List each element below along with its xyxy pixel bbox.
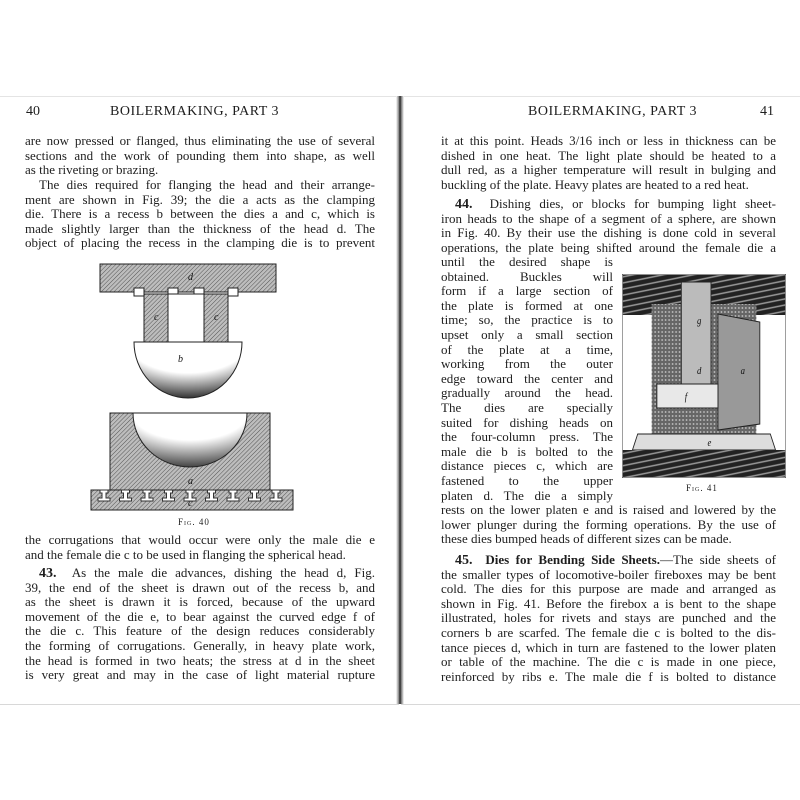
text-line xyxy=(441,226,776,241)
figure-41-caption: Fig. 41 xyxy=(686,483,718,493)
text-line xyxy=(441,241,776,256)
text-line xyxy=(441,284,613,299)
line-text: iron heads to the shape of a segment of a sphere, are shown xyxy=(441,211,776,226)
left-paragraph-2 xyxy=(25,178,375,251)
text-line xyxy=(441,270,613,285)
line-text: in Fig. 40. By their use the dishing is done cold in several xyxy=(441,226,776,241)
line-text: sections and the work of pounding them into shape, as well xyxy=(25,148,375,163)
text-line xyxy=(441,357,613,372)
line-text: as the sheet is drawn it is forced, because of the upward xyxy=(25,595,375,610)
line-text: lower plunger during the forming operations. By the use of xyxy=(441,517,776,532)
line-text: the forming of corrugations. Generally, in heavy plate work, xyxy=(25,638,375,653)
label-f: f xyxy=(684,392,688,404)
line-text: male die b is bolted to the xyxy=(441,444,613,459)
text-line xyxy=(25,668,375,683)
text-line xyxy=(441,430,613,445)
text-line xyxy=(441,459,613,474)
line-text: are now pressed or flanged, thus eliminating the use of several xyxy=(25,134,375,148)
label-d: d xyxy=(188,272,193,283)
line-text: platen d. The die a simply xyxy=(441,488,613,503)
text-line xyxy=(441,489,613,504)
text-line xyxy=(441,568,776,583)
line-text: time; so, the practice is to xyxy=(441,313,613,328)
line-text: made slightly larger than the thickness of the head d. The xyxy=(25,221,375,236)
line-text: the head is formed in two heats; the stress at d in the sheet xyxy=(25,653,375,668)
line-text: obtained. Buckles will xyxy=(441,269,613,284)
text-line xyxy=(441,503,776,518)
line-text: reinforced by ribs e. The male die f is bolted to distance xyxy=(441,669,776,684)
section-number: 44. xyxy=(455,197,473,212)
line-text: is very great and may in the case of light material rupture xyxy=(25,668,375,683)
line-text: die. There is a recess b between the dies a and c, which is xyxy=(25,207,375,222)
page-number-right: 41 xyxy=(760,104,774,119)
line-text: 39, the end of the sheet is drawn out of the recess b, and xyxy=(25,580,375,595)
male-die-f xyxy=(657,384,718,408)
text-line xyxy=(25,236,375,251)
line-text: —The side sheets of xyxy=(659,553,776,567)
text-line xyxy=(441,343,613,358)
line-text: corners b are scarfed. The female die c is bolted to the dis- xyxy=(441,625,776,640)
firebox-sheet xyxy=(718,314,760,430)
female-die-c xyxy=(632,434,775,450)
text-line xyxy=(25,566,375,581)
right-paragraph-1 xyxy=(441,134,776,192)
line-text: operations, the plate being shifted around the female die a xyxy=(441,240,776,255)
text-line xyxy=(441,445,613,460)
line-text: Dishing dies, or blocks for bumping light sheet- xyxy=(489,197,776,211)
line-text: and the female die c to be used in flanging the spherical head. xyxy=(25,547,346,562)
line-text: suited for dishing heads on xyxy=(441,415,613,430)
line-text: movement of the die e, to bear against the curved edge f of xyxy=(25,609,375,624)
line-text: it at this point. Heads 3/16 inch or less in thickness can be xyxy=(441,134,776,148)
text-line xyxy=(25,207,375,222)
running-head-right: BOILERMAKING, PART 3 xyxy=(528,104,698,119)
line-text: illustrated, holes for rivets and stays are punched and the xyxy=(441,611,776,626)
text-line xyxy=(25,149,375,164)
line-text: until the desired shape is xyxy=(441,255,613,269)
line-text: buckling of the plate. Heavy plates are heated to a red heat. xyxy=(441,177,749,192)
text-line xyxy=(25,222,375,237)
line-text: the plate is formed at one xyxy=(441,298,613,313)
male-die xyxy=(134,342,242,398)
line-text: form if a large section of xyxy=(441,284,613,299)
text-line xyxy=(441,474,613,489)
text-line xyxy=(441,178,776,193)
line-text: dull red, as a higher temperature will result in bulging and xyxy=(441,163,776,178)
line-text: fastened to the upper xyxy=(441,473,613,488)
text-line xyxy=(441,212,776,227)
label-d: d xyxy=(697,366,702,378)
text-line xyxy=(441,655,776,670)
text-line xyxy=(441,670,776,685)
section-44-wrapped xyxy=(441,255,613,503)
text-line xyxy=(441,641,776,656)
label-c-right: c xyxy=(214,312,219,323)
page-number-left: 40 xyxy=(26,104,40,119)
line-text: upset only a small section xyxy=(441,327,613,342)
text-line xyxy=(441,611,776,626)
text-line xyxy=(25,178,375,193)
text-line xyxy=(441,372,613,387)
line-text: the four-column press. The xyxy=(441,430,613,445)
label-a: a xyxy=(188,476,193,487)
section-45-first-line xyxy=(441,553,776,568)
line-text: these dies bumped heads of different sizes can be made. xyxy=(441,532,732,547)
text-line xyxy=(441,149,776,164)
text-line xyxy=(25,581,375,596)
text-line xyxy=(441,626,776,641)
left-paragraph-3 xyxy=(25,533,375,562)
line-text: tance pieces d, which in turn are fastened to the lower platen xyxy=(441,640,776,655)
section-45 xyxy=(441,553,776,684)
book-gutter xyxy=(396,96,404,704)
label-c-left: c xyxy=(154,312,159,323)
text-line xyxy=(441,134,776,149)
text-line xyxy=(441,518,776,533)
label-g: g xyxy=(697,316,702,328)
label-e: e xyxy=(707,438,712,450)
text-line xyxy=(441,386,613,401)
text-line xyxy=(25,595,375,610)
line-text: distance pieces c, which are xyxy=(441,459,613,474)
section-title: Dies for Bending Side Sheets. xyxy=(485,553,660,567)
line-text: or table of the machine. The die c is made in one piece, xyxy=(441,655,776,670)
text-line xyxy=(25,134,375,149)
text-line xyxy=(25,610,375,625)
label-a: a xyxy=(740,366,745,378)
running-head-left: BOILERMAKING, PART 3 xyxy=(110,104,280,119)
section-number: 43. xyxy=(39,566,57,581)
text-line xyxy=(441,299,613,314)
text-line xyxy=(441,401,613,416)
text-line xyxy=(441,416,613,431)
figure-40 xyxy=(88,258,308,520)
line-text: dished in one heat. The light plate should be heated to a xyxy=(441,148,776,163)
text-line xyxy=(25,639,375,654)
text-line xyxy=(441,597,776,612)
figure-41 xyxy=(622,274,786,478)
text-line xyxy=(441,328,613,343)
line-text: gradually around the head. xyxy=(441,386,613,401)
line-text: the die c. This feature of the design reduces considerably xyxy=(25,624,375,639)
section-44 xyxy=(441,197,776,255)
line-text: the smaller types of locomotive-boiler fireboxes may be bent xyxy=(441,567,776,582)
line-text: As the male die advances, dishing the head d, Fig. xyxy=(71,566,375,580)
line-text: The dies are specially xyxy=(441,400,613,415)
section-44-continued xyxy=(441,503,776,547)
line-text: shown in Fig. 41. Before the firebox a is bent to the shape xyxy=(441,596,776,611)
label-base-c: c xyxy=(188,498,193,509)
text-line xyxy=(25,624,375,639)
line-text: as the riveting or brazing. xyxy=(25,163,159,178)
line-text: object of placing the recess in the clamping die is to prevent xyxy=(25,236,375,251)
line-text: working from the outer xyxy=(441,357,613,372)
line-text: The dies required for flanging the head and their arrange- xyxy=(39,178,375,192)
line-text: ment are shown in Fig. 39; the die a acts as the clamping xyxy=(25,192,375,207)
text-line xyxy=(441,313,613,328)
text-line xyxy=(441,163,776,178)
section-number: 45. xyxy=(455,553,473,568)
section-43 xyxy=(25,566,375,683)
text-line xyxy=(25,533,375,548)
text-line xyxy=(25,654,375,669)
line-text: cold. The dies for this purpose are made and arranged as xyxy=(441,582,776,597)
text-line xyxy=(25,163,375,178)
line-text: edge toward the center and xyxy=(441,371,613,386)
figure-40-caption: Fig. 40 xyxy=(178,517,210,527)
text-line xyxy=(441,582,776,597)
line-text: rests on the lower platen e and is raised and lowered by the xyxy=(441,503,776,517)
text-line xyxy=(25,548,375,563)
text-line xyxy=(441,255,613,270)
label-b: b xyxy=(178,354,183,365)
text-line xyxy=(441,197,776,212)
text-line xyxy=(441,532,776,547)
text-line xyxy=(25,193,375,208)
left-paragraph-1 xyxy=(25,134,375,178)
line-text: the corrugations that would occur were only the male die e xyxy=(25,533,375,547)
line-text: of the plate at a time, xyxy=(441,342,613,357)
